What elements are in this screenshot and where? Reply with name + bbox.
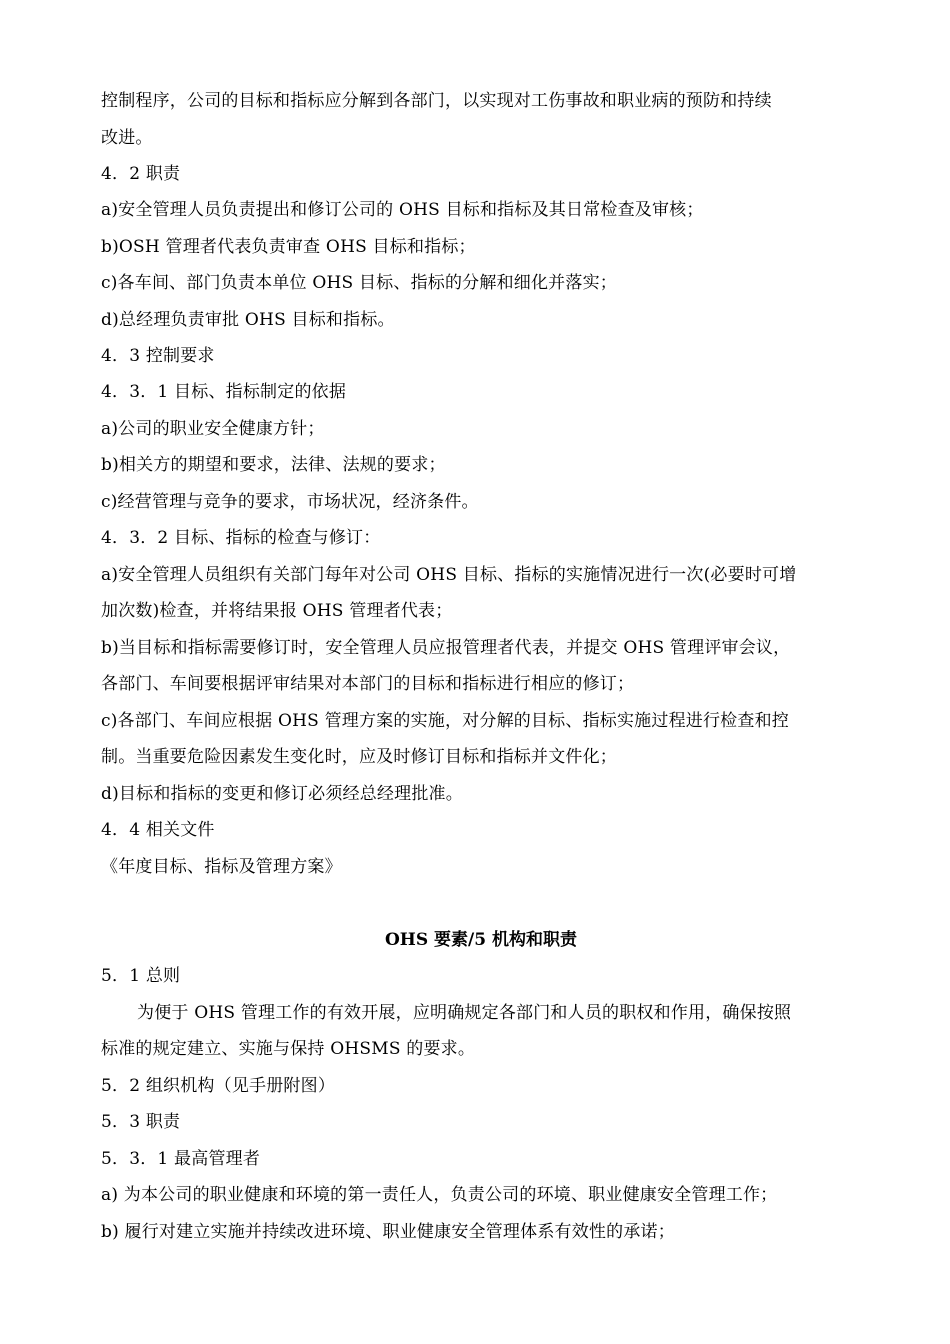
subsection-heading: 5．1 总则 [101, 966, 181, 986]
subsection-heading: 4．3．2 目标、指标的检查与修订： [101, 528, 381, 548]
text-line: 各部门、车间要根据评审结果对本部门的目标和指标进行相应的修订； [101, 674, 635, 694]
text-line: 控制程序，公司的目标和指标应分解到各部门，以实现对工伤事故和职业病的预防和持续 [101, 91, 772, 111]
list-item: c)经营管理与竞争的要求，市场状况，经济条件。 [101, 492, 479, 512]
list-item: c)各部门、车间应根据 OHS 管理方案的实施，对分解的目标、指标实施过程进行检查和控 [101, 711, 789, 731]
list-item: d)目标和指标的变更和修订必须经总经理批准。 [101, 784, 463, 804]
subsection-heading: 4．3 控制要求 [101, 346, 215, 366]
subsection-heading: 5．3 职责 [101, 1112, 181, 1132]
text-line: 改进。 [101, 128, 153, 148]
paragraph-line: 为便于 OHS 管理工作的有效开展，应明确规定各部门和人员的职权和作用，确保按照 [137, 1003, 792, 1023]
subsection-heading: 4．3．1 目标、指标制定的依据 [101, 382, 347, 402]
list-item: c)各车间、部门负责本单位 OHS 目标、指标的分解和细化并落实； [101, 273, 617, 293]
subsection-heading: 4．2 职责 [101, 164, 181, 184]
list-item: a)安全管理人员负责提出和修订公司的 OHS 目标和指标及其日常检查及审核； [101, 200, 704, 220]
subsection-heading: 5．3．1 最高管理者 [101, 1149, 261, 1169]
document-reference: 《年度目标、指标及管理方案》 [101, 857, 342, 877]
section-heading: OHS 要素/5 机构和职责 [384, 930, 578, 950]
text-line: 制。当重要危险因素发生变化时，应及时修订目标和指标并文件化； [101, 747, 617, 767]
list-item: b)相关方的期望和要求，法律、法规的要求； [101, 455, 446, 475]
list-item: d)总经理负责审批 OHS 目标和指标。 [101, 310, 395, 330]
subsection-heading: 4．4 相关文件 [101, 820, 215, 840]
list-item: a) 为本公司的职业健康和环境的第一责任人，负责公司的环境、职业健康安全管理工作； [101, 1185, 778, 1205]
text-line: 加次数)检查，并将结果报 OHS 管理者代表； [101, 601, 453, 621]
list-item: b)当目标和指标需要修订时，安全管理人员应报管理者代表，并提交 OHS 管理评审会议， [101, 638, 791, 658]
subsection-heading: 5．2 组织机构（见手册附图） [101, 1076, 336, 1096]
list-item: b) 履行对建立实施并持续改进环境、职业健康安全管理体系有效性的承诺； [101, 1222, 675, 1242]
list-item: a)安全管理人员组织有关部门每年对公司 OHS 目标、指标的实施情况进行一次(必要时可增 [101, 565, 797, 585]
paragraph-line: 标准的规定建立、实施与保持 OHSMS 的要求。 [101, 1039, 476, 1059]
list-item: a)公司的职业安全健康方针； [101, 419, 325, 439]
list-item: b)OSH 管理者代表负责审查 OHS 目标和指标； [101, 237, 476, 257]
